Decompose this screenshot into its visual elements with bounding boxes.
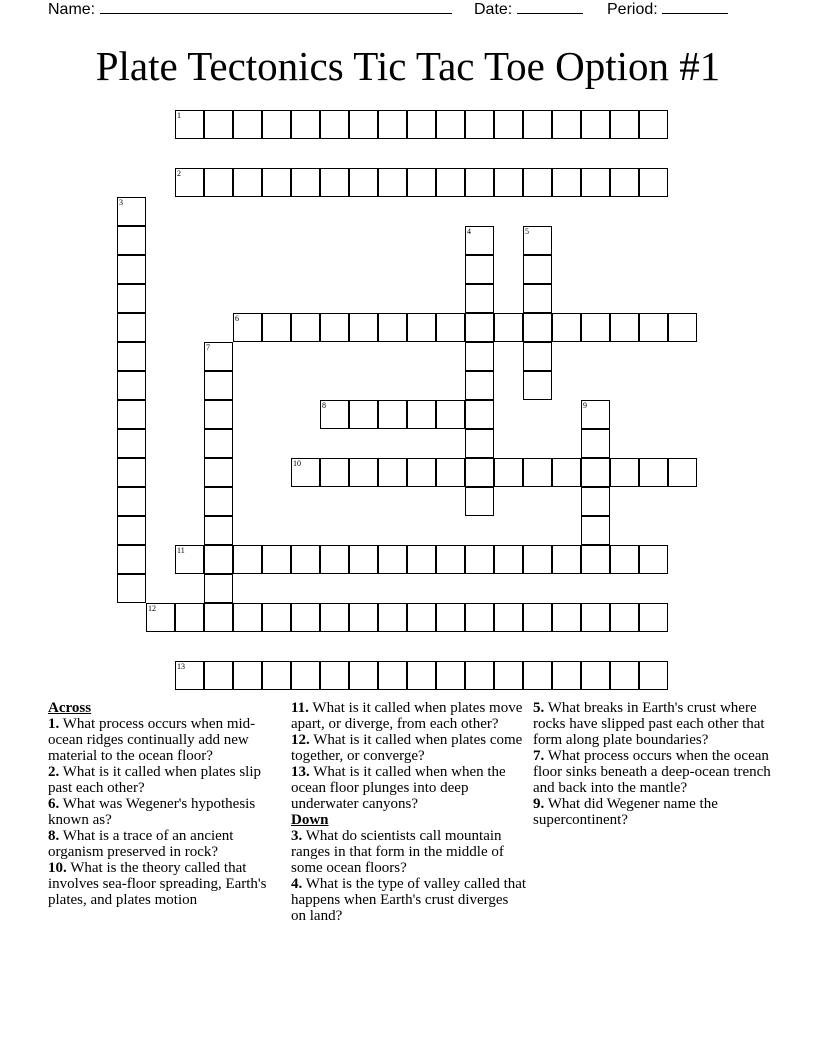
crossword-cell[interactable] (204, 458, 233, 487)
clue-text: What process occurs when the ocean floor sinks beneath a deep-ocean trench and back into the mantle? (533, 748, 771, 796)
clue-across-12 (291, 732, 527, 764)
crossword-cell[interactable] (146, 603, 175, 632)
crossword-cell[interactable] (204, 574, 233, 603)
crossword-cell[interactable] (494, 168, 523, 197)
clue-text: What is a trace of an ancient organism preserved in rock? (48, 828, 234, 860)
clue-text: What is it called when plates slip past each other? (48, 764, 262, 796)
crossword-cell[interactable] (291, 313, 320, 342)
crossword-cell[interactable] (407, 313, 436, 342)
crossword-cell[interactable] (581, 487, 610, 516)
crossword-cell[interactable] (581, 516, 610, 545)
clue-number: 1. (48, 716, 60, 732)
clue-down-7 (533, 748, 773, 796)
crossword-cell[interactable] (465, 458, 494, 487)
crossword-cell[interactable] (407, 661, 436, 690)
clue-number: 8. (48, 828, 60, 844)
crossword-cell[interactable] (581, 313, 610, 342)
crossword-cell[interactable] (465, 603, 494, 632)
period-label: Period: (607, 1, 658, 18)
crossword-cell[interactable] (204, 516, 233, 545)
clue-number: 3. (291, 828, 303, 844)
crossword-cell[interactable] (378, 603, 407, 632)
clue-across-2 (48, 764, 286, 796)
crossword-cell[interactable] (639, 603, 668, 632)
crossword-cell[interactable] (610, 661, 639, 690)
crossword-cell[interactable] (320, 458, 349, 487)
crossword-cell[interactable] (581, 168, 610, 197)
crossword-cell[interactable] (378, 168, 407, 197)
crossword-cell[interactable] (523, 284, 552, 313)
crossword-cell[interactable] (349, 313, 378, 342)
clue-number-label: 3 (119, 198, 123, 207)
crossword-cell[interactable] (465, 429, 494, 458)
clue-across-1 (48, 716, 286, 764)
crossword-cell[interactable] (465, 313, 494, 342)
crossword-cell[interactable] (349, 545, 378, 574)
crossword-cell[interactable] (523, 168, 552, 197)
clue-text: What did Wegener name the supercontinent? (533, 796, 718, 828)
clue-text: What is it called when when the ocean floor plunges into deep underwater canyons? (291, 764, 506, 812)
crossword-cell[interactable] (494, 110, 523, 139)
crossword-cell[interactable] (117, 545, 146, 574)
crossword-cell[interactable] (552, 458, 581, 487)
crossword-cell[interactable] (523, 545, 552, 574)
crossword-cell[interactable] (465, 284, 494, 313)
crossword-cell[interactable] (378, 110, 407, 139)
crossword-cell[interactable] (117, 197, 146, 226)
crossword-cell[interactable] (204, 545, 233, 574)
crossword-cell[interactable] (204, 487, 233, 516)
crossword-cell[interactable] (523, 371, 552, 400)
crossword-cell[interactable] (552, 603, 581, 632)
crossword-cell[interactable] (349, 458, 378, 487)
clue-number: 12. (291, 732, 310, 748)
crossword-cell[interactable] (581, 400, 610, 429)
crossword-cell[interactable] (436, 545, 465, 574)
crossword-cell[interactable] (639, 661, 668, 690)
crossword-cell[interactable] (581, 603, 610, 632)
clue-number: 2. (48, 764, 60, 780)
down-heading: Down (291, 812, 329, 828)
clue-down-9 (533, 796, 773, 828)
crossword-cell[interactable] (465, 168, 494, 197)
crossword-cell[interactable] (262, 168, 291, 197)
crossword-cell[interactable] (262, 313, 291, 342)
crossword-cell[interactable] (465, 545, 494, 574)
crossword-cell[interactable] (175, 110, 204, 139)
crossword-cell[interactable] (378, 661, 407, 690)
crossword-cell[interactable] (117, 371, 146, 400)
crossword-cell[interactable] (233, 545, 262, 574)
crossword-cell[interactable] (378, 458, 407, 487)
crossword-cell[interactable] (407, 110, 436, 139)
crossword-cell[interactable] (668, 313, 697, 342)
crossword-cell[interactable] (407, 168, 436, 197)
clue-text: What breaks in Earth's crust where rocks have slipped past each other that form along plate boundaries? (533, 700, 765, 748)
crossword-cell[interactable] (581, 661, 610, 690)
clue-number-label: 6 (235, 314, 239, 323)
crossword-cell[interactable] (639, 458, 668, 487)
clue-number-label: 5 (525, 227, 529, 236)
clue-text: What is the type of valley called that happens when Earth's crust diverges on land? (291, 876, 527, 924)
crossword-cell[interactable] (465, 487, 494, 516)
crossword-cell[interactable] (117, 487, 146, 516)
crossword-cell[interactable] (233, 168, 262, 197)
clue-number-label: 10 (293, 459, 301, 468)
crossword-cell[interactable] (552, 168, 581, 197)
crossword-cell[interactable] (117, 226, 146, 255)
page-title: Plate Tectonics Tic Tac Toe Option #1 (95, 43, 721, 89)
crossword-cell[interactable] (204, 110, 233, 139)
crossword-cell[interactable] (610, 168, 639, 197)
crossword-cell[interactable] (233, 110, 262, 139)
crossword-cell[interactable] (320, 545, 349, 574)
crossword-cell[interactable] (610, 313, 639, 342)
crossword-cell[interactable] (465, 661, 494, 690)
crossword-cell[interactable] (639, 545, 668, 574)
crossword-cell[interactable] (407, 603, 436, 632)
crossword-cell[interactable] (262, 545, 291, 574)
crossword-cell[interactable] (175, 603, 204, 632)
crossword-cell[interactable] (320, 110, 349, 139)
clue-text: What is it called when plates come together, or converge? (291, 732, 523, 764)
across-heading: Across (48, 700, 92, 716)
crossword-cell[interactable] (436, 458, 465, 487)
clue-number: 9. (533, 796, 545, 812)
clue-number-label: 2 (177, 169, 181, 178)
crossword-cell[interactable] (175, 168, 204, 197)
crossword-cell[interactable] (349, 110, 378, 139)
crossword-cell[interactable] (378, 400, 407, 429)
crossword-cell[interactable] (436, 603, 465, 632)
crossword-cell[interactable] (436, 168, 465, 197)
crossword-cell[interactable] (581, 545, 610, 574)
crossword-cell[interactable] (378, 545, 407, 574)
clue-column-2 (291, 700, 527, 924)
crossword-cell[interactable] (349, 661, 378, 690)
clue-across-10 (48, 860, 286, 908)
crossword-cell[interactable] (523, 342, 552, 371)
crossword-cell[interactable] (523, 661, 552, 690)
crossword-cell[interactable] (204, 371, 233, 400)
clue-column-1 (48, 700, 286, 908)
crossword-cell[interactable] (291, 110, 320, 139)
crossword-cell[interactable] (523, 226, 552, 255)
clue-text: What was Wegener's hypothesis known as? (48, 796, 256, 828)
crossword-cell[interactable] (291, 603, 320, 632)
crossword-cell[interactable] (204, 429, 233, 458)
clue-across-13 (291, 764, 527, 812)
crossword-cell[interactable] (465, 255, 494, 284)
crossword-cell[interactable] (610, 110, 639, 139)
crossword-cell[interactable] (204, 342, 233, 371)
crossword-cell[interactable] (233, 661, 262, 690)
crossword-cell[interactable] (262, 603, 291, 632)
crossword-cell[interactable] (639, 110, 668, 139)
clue-down-3 (291, 828, 527, 876)
crossword-cell[interactable] (494, 545, 523, 574)
clue-number-label: 12 (148, 604, 156, 613)
crossword-cell[interactable] (204, 603, 233, 632)
crossword-cell[interactable] (349, 168, 378, 197)
clue-across-8 (48, 828, 286, 860)
crossword-cell[interactable] (262, 661, 291, 690)
crossword-cell[interactable] (581, 458, 610, 487)
crossword-cell[interactable] (320, 661, 349, 690)
crossword-cell[interactable] (523, 313, 552, 342)
crossword-cell[interactable] (204, 168, 233, 197)
crossword-cell[interactable] (581, 429, 610, 458)
clue-down-5 (533, 700, 773, 748)
clue-number: 5. (533, 700, 545, 716)
crossword-cell[interactable] (552, 110, 581, 139)
crossword-cell[interactable] (262, 110, 291, 139)
clue-text: What is it called when plates move apart, or diverge, from each other? (291, 700, 523, 732)
crossword-cell[interactable] (610, 545, 639, 574)
clue-number: 11. (291, 700, 309, 716)
crossword-cell[interactable] (407, 545, 436, 574)
crossword-cell[interactable] (465, 226, 494, 255)
clue-number-label: 1 (177, 111, 181, 120)
crossword-cell[interactable] (175, 545, 204, 574)
crossword-cell[interactable] (117, 429, 146, 458)
crossword-cell[interactable] (320, 313, 349, 342)
crossword-cell[interactable] (320, 168, 349, 197)
crossword-cell[interactable] (465, 371, 494, 400)
crossword-cell[interactable] (378, 313, 407, 342)
crossword-cell[interactable] (117, 458, 146, 487)
crossword-cell[interactable] (204, 661, 233, 690)
name-label: Name: (48, 1, 96, 18)
crossword-cell[interactable] (436, 313, 465, 342)
crossword-cell[interactable] (494, 603, 523, 632)
crossword-cell[interactable] (436, 661, 465, 690)
clue-number-label: 8 (322, 401, 326, 410)
clue-number: 13. (291, 764, 310, 780)
crossword-cell[interactable] (465, 342, 494, 371)
clue-column-3 (533, 700, 773, 828)
clue-across-11 (291, 700, 527, 732)
clue-number-label: 9 (583, 401, 587, 410)
crossword-cell[interactable] (523, 603, 552, 632)
clue-text: What do scientists call mountain ranges in that form in the middle of some ocean floors? (291, 828, 504, 876)
crossword-cell[interactable] (291, 168, 320, 197)
clue-number: 4. (291, 876, 303, 892)
crossword-cell[interactable] (291, 458, 320, 487)
crossword-cell[interactable] (465, 400, 494, 429)
crossword-cell[interactable] (349, 603, 378, 632)
clue-number-label: 4 (467, 227, 471, 236)
crossword-cell[interactable] (233, 603, 262, 632)
crossword-cell[interactable] (175, 661, 204, 690)
crossword-cell[interactable] (523, 255, 552, 284)
clue-down-4 (291, 876, 527, 924)
clue-number: 10. (48, 860, 67, 876)
crossword-cell[interactable] (117, 400, 146, 429)
crossword-cell[interactable] (639, 168, 668, 197)
crossword-cell[interactable] (523, 458, 552, 487)
crossword-cell[interactable] (610, 458, 639, 487)
clue-number-label: 11 (177, 546, 185, 555)
crossword-cell[interactable] (117, 574, 146, 603)
crossword-cell[interactable] (552, 545, 581, 574)
crossword-cell[interactable] (494, 458, 523, 487)
clue-number: 7. (533, 748, 545, 764)
crossword-cell[interactable] (552, 313, 581, 342)
crossword-cell[interactable] (494, 661, 523, 690)
crossword-cell[interactable] (668, 458, 697, 487)
crossword-cell[interactable] (436, 110, 465, 139)
crossword-cell[interactable] (349, 400, 378, 429)
crossword-cell[interactable] (407, 400, 436, 429)
crossword-cell[interactable] (552, 661, 581, 690)
clue-text: What process occurs when mid-ocean ridges continually add new material to the ocean floor? (48, 716, 256, 764)
crossword-cell[interactable] (204, 400, 233, 429)
clue-across-6 (48, 796, 286, 828)
crossword-cell[interactable] (291, 661, 320, 690)
crossword-cell[interactable] (233, 313, 262, 342)
crossword-cell[interactable] (117, 255, 146, 284)
crossword-cell[interactable] (320, 603, 349, 632)
clue-number-label: 13 (177, 662, 185, 671)
crossword-cell[interactable] (117, 284, 146, 313)
crossword-cell[interactable] (117, 313, 146, 342)
date-label: Date: (474, 1, 513, 18)
crossword-cell[interactable] (523, 110, 552, 139)
crossword-cell[interactable] (436, 400, 465, 429)
crossword-cell[interactable] (320, 400, 349, 429)
crossword-cell[interactable] (407, 458, 436, 487)
crossword-cell[interactable] (494, 313, 523, 342)
crossword-cell[interactable] (610, 603, 639, 632)
crossword-cell[interactable] (117, 342, 146, 371)
clue-number: 6. (48, 796, 60, 812)
clue-text: What is the theory called that involves sea-floor spreading, Earth's plates, and plates motion (48, 860, 267, 908)
clue-number-label: 7 (206, 343, 210, 352)
crossword-cell[interactable] (117, 516, 146, 545)
crossword-cell[interactable] (465, 110, 494, 139)
crossword-cell[interactable] (581, 110, 610, 139)
crossword-cell[interactable] (639, 313, 668, 342)
crossword-cell[interactable] (291, 545, 320, 574)
